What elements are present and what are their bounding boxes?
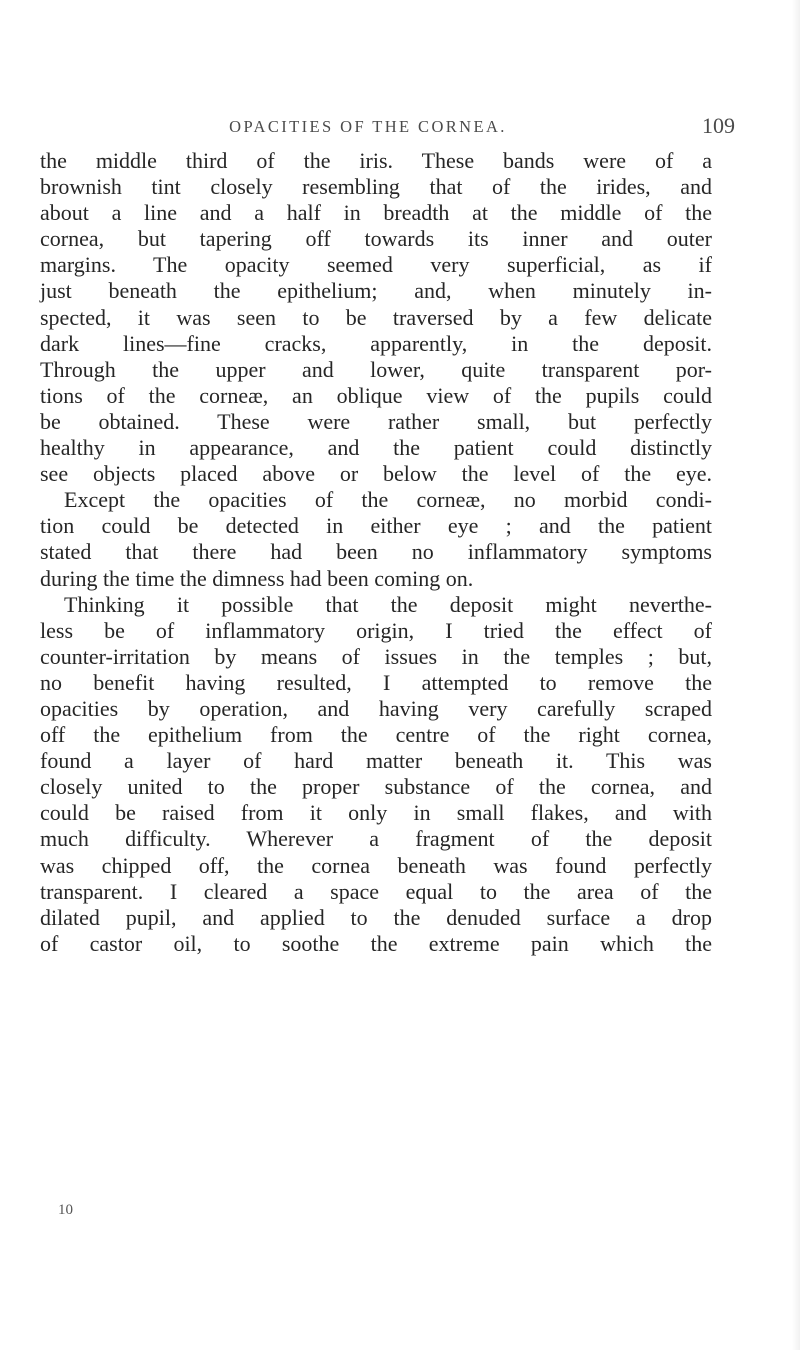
paragraph-start-line: Thinking it possible that the deposit might neverthe-	[64, 591, 712, 617]
text-line: healthy in appearance, and the patient could distinctly	[40, 435, 712, 461]
text-line: closely united to the proper substance of the cornea, and	[40, 774, 712, 800]
text-line: tion could be detected in either eye ; and the patient	[40, 513, 712, 539]
signature-mark: 10	[58, 1202, 73, 1218]
text-line: could be raised from it only in small flakes, and with	[40, 800, 712, 826]
text-line: much difficulty. Wherever a fragment of the deposit	[40, 826, 712, 852]
text-line: brownish tint closely resembling that of the irides, and	[40, 174, 712, 200]
text-line: stated that there had been no inflammatory symptoms	[40, 539, 712, 565]
text-line: counter-irritation by means of issues in the temples ; but,	[40, 643, 712, 669]
text-line: cornea, but tapering off towards its inner and outer	[40, 226, 712, 252]
text-line: spected, it was seen to be traversed by a few delicate	[40, 304, 712, 330]
page-number: 109	[702, 113, 735, 138]
text-line: see objects placed above or below the level of the eye.	[40, 461, 712, 487]
body-text	[40, 148, 712, 957]
text-line: opacities by operation, and having very carefully scraped	[40, 695, 712, 721]
paragraph-start-line: Except the opacities of the corneæ, no morbid condi-	[64, 487, 712, 513]
text-line: off the epithelium from the centre of the right cornea,	[40, 722, 712, 748]
text-line: was chipped off, the cornea beneath was found perfectly	[40, 852, 712, 878]
text-line: dark lines—fine cracks, apparently, in the deposit.	[40, 330, 712, 356]
running-title: OPACITIES OF THE CORNEA.	[229, 117, 507, 136]
text-line: of castor oil, to soothe the extreme pain which the	[40, 930, 712, 956]
text-line: less be of inflammatory origin, I tried the effect of	[40, 617, 712, 643]
text-line: dilated pupil, and applied to the denuded surface a drop	[40, 904, 712, 930]
text-line: the middle third of the iris. These bands were of a	[40, 148, 712, 173]
text-line: be obtained. These were rather small, but perfectly	[40, 408, 712, 434]
paragraph-end-line: during the time the dimness had been coming on.	[40, 565, 474, 591]
text-line: transparent. I cleared a space equal to the area of the	[40, 878, 712, 904]
text-line: tions of the corneæ, an oblique view of the pupils could	[40, 382, 712, 408]
text-line: Through the upper and lower, quite transparent por-	[40, 356, 712, 382]
page-edge-shadow	[792, 0, 800, 1350]
running-head	[0, 113, 800, 143]
text-line: found a layer of hard matter beneath it. This was	[40, 748, 712, 774]
text-line: just beneath the epithelium; and, when minutely in-	[40, 278, 712, 304]
text-line: about a line and a half in breadth at the middle of the	[40, 200, 712, 226]
text-line: margins. The opacity seemed very superficial, as if	[40, 252, 712, 278]
text-line: no benefit having resulted, I attempted to remove the	[40, 669, 712, 695]
